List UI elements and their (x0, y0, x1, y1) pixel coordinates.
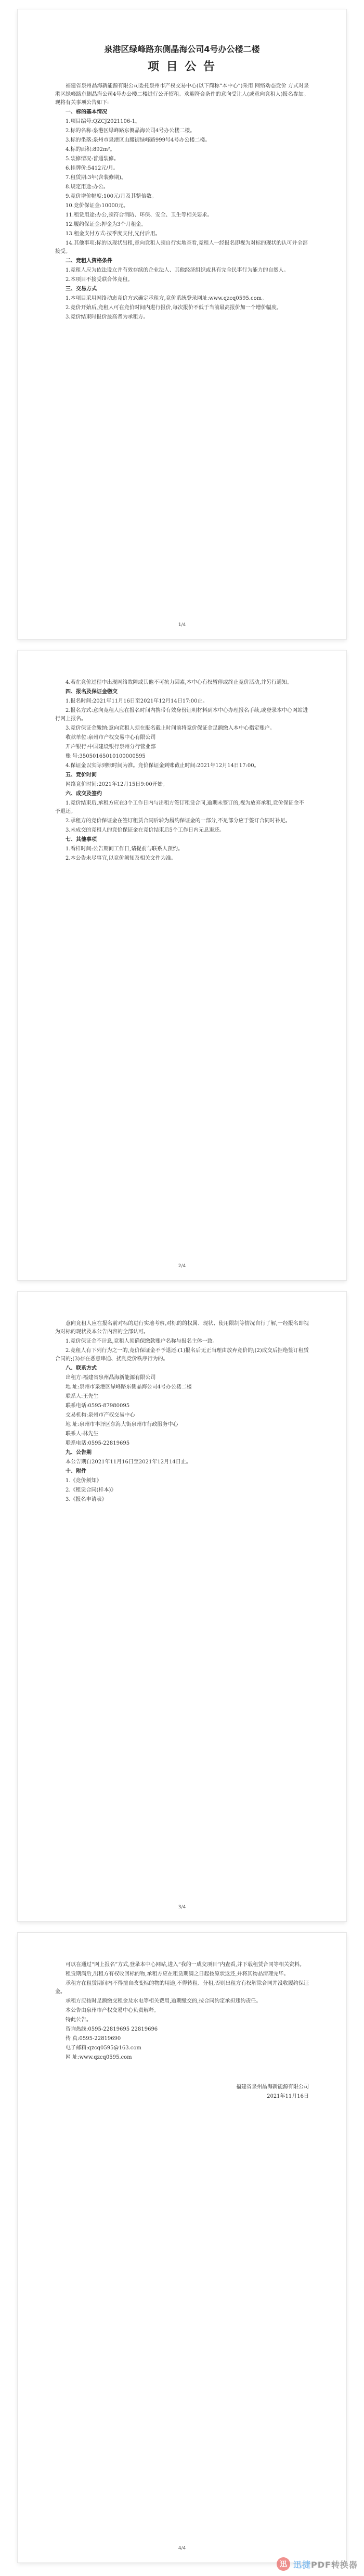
list-item: 2.本项目不接受联合体竞租。 (66, 277, 133, 283)
list-item: 1.竞租人应为依法设立并有效存续的企业法人、其他经济组织或具有完全民事行为能力的自然人。 (66, 267, 289, 273)
section-heading: 九、公告期 (66, 1450, 92, 1456)
list-item: 4.标的面积:892m²。 (66, 147, 115, 152)
section-heading: 三、交易方式 (66, 286, 97, 292)
section-heading: 一、标的基本情况 (66, 109, 107, 115)
contact-line: 咨询热线:0595-22819695 22819696 (66, 2026, 158, 2032)
section-heading: 五、竞价时间 (66, 772, 97, 778)
list-item: 2.承租方的竞价保证金在签订租赁合同后转为履约保证金的一部分,不足部分应于签订合同时补足。 (66, 818, 291, 824)
page-number: 4/4 (178, 2546, 186, 2551)
list-item: 12.履约保证金:押金为3个月租金。 (66, 222, 147, 227)
section-heading: 十、附件 (66, 1469, 86, 1474)
list-item: 1.报名时间:2021年11月16日至2021年12月14日17:00止。 (66, 698, 208, 704)
document-page-1 (18, 9, 346, 639)
list-item: 2.本公告未尽事宜,以竞价须知及相关文件为准。 (66, 856, 176, 861)
list-item: 1.看样时间:公告期间工作日,请提前与联系人预约。 (66, 846, 184, 852)
document-page-2 (18, 651, 346, 1280)
paragraph: 承租方在租赁期间内不得擅自改变标的物的用途,不得转租、分租,否则出租方有权解除合同并没收履约保证金。 (55, 1981, 309, 1995)
list-item: 9.竞价增价幅度:100元/月及其整倍数。 (66, 194, 157, 199)
account-name: 收款单位:泉州市产权交易中心有限公司 (66, 735, 156, 741)
list-item: 2.竞价开始后,竞租人可在竞价时间内进行报价,每次报价不低于当前最高报价加一个增价幅度。 (66, 305, 282, 311)
contact-line: 联系人:王先生 (66, 1394, 99, 1399)
contact-line: 联系电话:0595-22819695 (66, 1440, 130, 1446)
list-item: 13.租金支付方式:按季度支付,先付后用。 (66, 231, 161, 237)
list-item: 1.竞价保证金不计息,竞租人须确保缴款账户名称与报名主体一致。 (66, 1338, 218, 1344)
list-item: 3.标的坐落:泉州市泉港区山腰街绿峰路999号4号办公楼二楼。 (66, 137, 211, 143)
list-item: 14.其他事项:标的以现状出租,意向竞租人须自行实地查看,竞租人一经报名即视为对标的现状的认可并全部接受。 (55, 240, 308, 254)
list-item: 3.竞价结束时报价最高者为承租方。 (66, 314, 149, 320)
list-item: 网络竞价时间:2021年12月15日9:00开始。 (66, 782, 168, 787)
list-item: 5.装修情况:普通装修。 (66, 156, 119, 162)
list-item: 3.未成交的竞租人的竞价保证金在竞价结束后5个工作日内无息退还。 (66, 827, 225, 833)
list-item: 2.报名方式:意向竞租人应在报名时间内携带有效身份证明材料到本中心办理报名手续,或登录本中心网站进行网上报名。 (55, 708, 308, 722)
watermark-brand-a: 迅捷 (293, 2559, 311, 2570)
document-page-3 (18, 1292, 346, 1921)
bank-name: 开户银行:中国建设银行泉州分行营业部 (66, 744, 156, 750)
list-item: 1.本项目采用网络动态竞价方式确定承租方,竞价系统登录网址:www.qzcq0595.com。 (66, 296, 267, 301)
intro-paragraph: 福建省泉州晶海新能源有限公司委托泉州市产权交易中心(以下简称“本中心”)采用 网络动态竞价 方式对泉港区绿峰路东侧晶海公司4号办公楼二楼进行公开招租。欢迎符合条件的意向受让人(或意向竞租人)报名参加。现将有关事项公告如下: (55, 83, 309, 106)
section-heading: 四、报名及保证金缴交 (66, 689, 118, 695)
watermark-text (293, 2558, 358, 2570)
paragraph: 可以在通过“网上报名”方式,登录本中心网站,进入“我的一成交项目”内查看,并下载租赁合同等相关资料。 (66, 1962, 305, 1968)
attachment-item: 2.《租赁合同(样本)》 (66, 1487, 116, 1493)
attachment-item: 1.《竞价须知》 (66, 1478, 102, 1484)
list-item: 6.挂牌价:5412元/月。 (66, 165, 119, 171)
list-item: 1.竞价结束后,承租方应在3个工作日内与出租方签订租赁合同,逾期未签订的,视为放弃承租,竞价保证金不予退还。 (55, 800, 304, 814)
contact-line: 地 址:泉州市泉港区绿峰路东侧晶海公司4号办公楼二楼 (66, 1384, 192, 1390)
contact-line: 网 址:www.qzcq0595.com (66, 2055, 132, 2060)
page-number: 2/4 (178, 1264, 186, 1269)
list-item: 3.竞价保证金缴纳:意向竞租人须在报名截止时间前将竞价保证金足额缴入本中心指定账户。 (66, 725, 275, 731)
paragraph: 4.若在竞价过程中出现网络故障或其他不可抗力因素,本中心有权暂停或终止竞价活动,并另行通知。 (66, 680, 292, 685)
contact-line: 联系电话:0595-87980095 (66, 1403, 130, 1409)
list-item: 7.租赁期:3年(含装修期)。 (66, 175, 127, 181)
section-heading: 七、其他事项 (66, 837, 97, 843)
contact-line: 联系人:林先生 (66, 1431, 99, 1437)
paragraph: 承租方应按时足额缴交租金及水电等相关费用,逾期缴交的,按合同约定承担违约责任。 (66, 1998, 262, 2004)
page-number: 1/4 (178, 622, 186, 628)
watermark (277, 2555, 360, 2573)
contact-line: 地 址:泉州市丰泽区东海大街泉州市行政服务中心 (66, 1422, 178, 1427)
page-title: 项 目 公 告 (148, 60, 216, 73)
list-item: 10.竞价保证金:10000元。 (66, 203, 129, 209)
list-item: 8.规定用途:办公。 (66, 184, 109, 190)
contact-line: 传 真:0595-22819690 (66, 2036, 121, 2042)
list-item: 本公告期自2021年11月16日至2021年12月14日止。 (66, 1459, 191, 1465)
contact-line: 交易机构:泉州市产权交易中心 (66, 1412, 135, 1418)
list-item: 2.标的名称:泉港区绿峰路东侧晶海公司4号办公楼二楼。 (66, 128, 196, 134)
signature-organization: 福建省泉州晶海新能源有限公司 (236, 2084, 309, 2090)
organization-title: 泉港区绿峰路东侧晶海公司4号办公楼二楼 (104, 44, 260, 54)
document-page-4 (18, 1933, 346, 2562)
account-number: 账 号:35050165010100000595 (66, 754, 146, 759)
paragraph: 租赁期满后,出租方有权收回标的物,承租方应在租赁期满之日起按原状返还,并将其物品清理完毕。 (66, 1971, 289, 1977)
contact-line: 电子邮箱:qzcq0595@163.com (66, 2045, 141, 2051)
signature-date: 2021年11月16日 (267, 2094, 309, 2099)
paragraph: 特此公告。 (66, 2017, 92, 2023)
section-heading: 二、竞租人资格条件 (66, 258, 112, 264)
list-item: 2.竞租人有下列行为之一的,竞价保证金不予退还:(1)报名后无正当理由放弃竞价的;(2)成交后拒绝签订租赁合同的;(3)存在恶意串通、扰乱竞价秩序行为的。 (55, 1348, 309, 1362)
list-item: 4.保证金以实际到账时间为准。竞价保证金到账截止时间:2021年12月14日17:00。 (66, 763, 259, 769)
list-item: 1.项目编号:QZCJ2021106-1。 (66, 119, 140, 124)
signature-block (55, 2083, 309, 2101)
attachment-item: 3.《报名申请表》 (66, 1497, 107, 1502)
section-heading: 六、成交及签约 (66, 791, 102, 797)
contact-line: 出租方:福建省泉州晶海新能源有限公司 (66, 1375, 156, 1381)
list-item: 11.租赁用途:办公,须符合消防、环保、安全、卫生等相关要求。 (66, 212, 213, 218)
section-heading: 八、联系方式 (66, 1366, 97, 1371)
paragraph: 意向竞租人应在报名前对标的进行实地考察,对标的的权属、现状、使用限制等情况自行了解,一经报名即视为对标的现状及本公告内容的全部认可。 (55, 1321, 309, 1335)
watermark-brand-b: PDF转换器 (311, 2559, 358, 2570)
paragraph: 本公告由泉州市产权交易中心负责解释。 (66, 2008, 159, 2013)
watermark-logo-icon: 迅 (277, 2557, 290, 2571)
page-number: 3/4 (178, 1905, 186, 1910)
